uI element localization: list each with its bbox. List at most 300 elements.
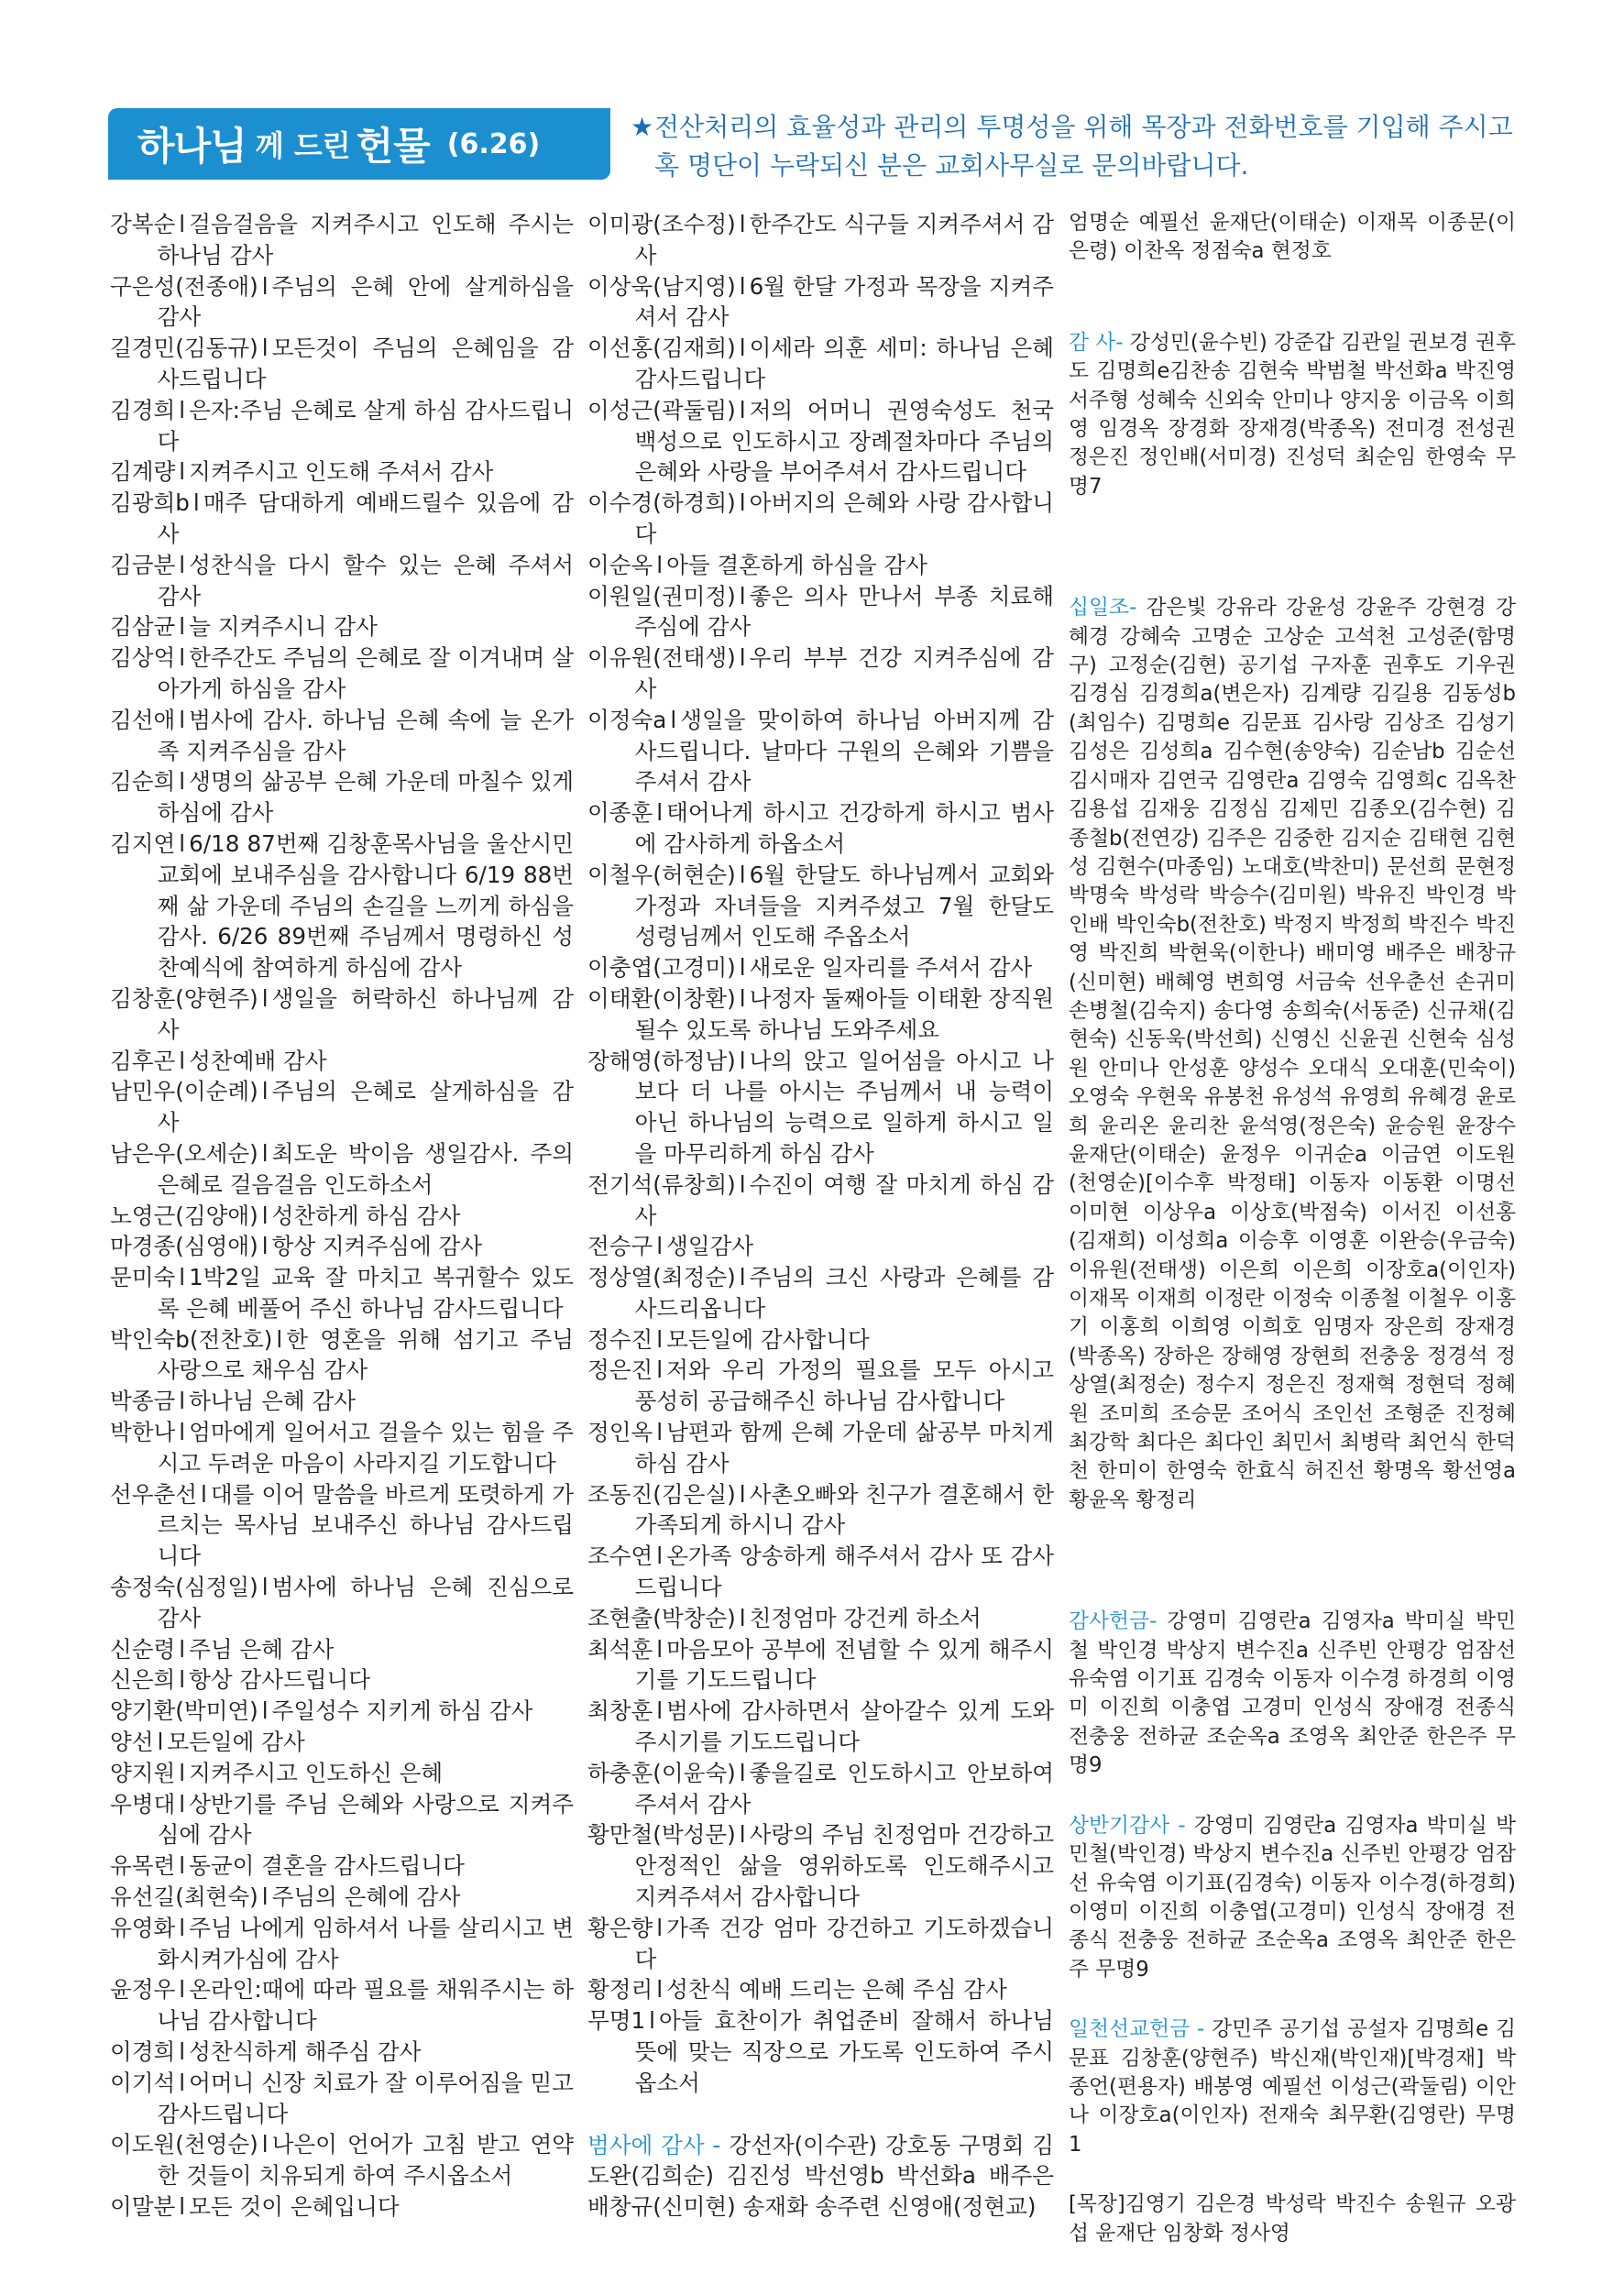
donation-note: 태어나게 하시고 건강하게 하시고 범사에 감사하게 하옵소서 xyxy=(634,799,1054,857)
donor-name: 황은향 xyxy=(587,1914,653,1941)
list-item xyxy=(587,952,1054,983)
donation-note: 좋을길로 인도하시고 안보하여 주셔서 감사 xyxy=(634,1759,1054,1817)
list-item xyxy=(587,1355,1054,1417)
list-item xyxy=(587,860,1054,952)
donation-note: 성찬식하게 해주심 감사 xyxy=(189,2038,422,2066)
list-item xyxy=(587,1758,1054,1820)
list-item xyxy=(587,1046,1054,1169)
donation-note: 모든일에 감사 xyxy=(167,1729,305,1756)
separator: l xyxy=(261,335,269,362)
list-item xyxy=(110,1974,574,2037)
list-item xyxy=(110,705,574,767)
donation-note: 하나님 은혜 감사 xyxy=(189,1388,357,1415)
donor-name: 최창훈 xyxy=(587,1697,653,1725)
donation-note: 주님 은혜 감사 xyxy=(189,1635,335,1663)
donor-name: 정인옥 xyxy=(587,1419,653,1446)
donor-name: 길경민(김동규) xyxy=(110,335,258,362)
donation-note: 좋은 의사 만나서 부종 치료해 주심에 감사 xyxy=(634,582,1054,641)
separator: l xyxy=(261,1202,269,1229)
separator: l xyxy=(179,706,186,733)
separator: l xyxy=(739,1821,746,1849)
separator: l xyxy=(261,1078,269,1105)
donor-name: 우병대 xyxy=(110,1790,176,1817)
list-item xyxy=(110,1850,574,1882)
separator: l xyxy=(739,644,746,672)
list-item xyxy=(110,1262,574,1324)
donor-name: 박인숙b(전찬호) xyxy=(110,1325,273,1353)
donation-note: 나의 앉고 일어섬을 아시고 나보다 더 나를 아시는 주님께서 내 능력이 아닌 하나님의 능력으로 일하게 하시고 일을 마무리하게 하심 감사 xyxy=(634,1047,1054,1167)
donation-note: 남편과 함께 은혜 가운데 삶공부 마치게 하심 감사 xyxy=(634,1419,1054,1477)
donation-note: 사랑의 주님 친정엄마 건강하고 안정적인 삶을 영위하도록 인도해주시고 지켜주셔서 감사합니다 xyxy=(634,1821,1054,1911)
list-item xyxy=(110,333,574,395)
donor-name: 박한나 xyxy=(110,1419,176,1446)
donation-note: 성찬식 예배 드리는 은혜 주심 감사 xyxy=(666,1976,1007,2004)
list-item xyxy=(587,1262,1054,1324)
donor-name: 황만철(박성문) xyxy=(587,1821,736,1849)
group-names: [목장]김영기 김은경 박성락 박진수 송원규 오광섭 윤재단 임창화 정사영 xyxy=(1069,2192,1516,2246)
donor-name: 윤정우 xyxy=(110,1976,176,2004)
donation-note: 걸음걸음을 지켜주시고 인도해 주시는 하나님 감사 xyxy=(157,211,574,269)
donor-name: 이유원(전태생) xyxy=(587,644,736,672)
list-item xyxy=(587,642,1054,705)
list-item xyxy=(110,1076,574,1138)
list-item xyxy=(587,983,1054,1046)
donor-name: 전승구 xyxy=(587,1233,653,1260)
list-item xyxy=(110,1758,574,1789)
list-item xyxy=(110,209,574,271)
donation-note: 주님의 은혜 안에 살게하심을 감사 xyxy=(157,272,574,331)
donation-note: 저와 우리 가정의 필요를 모두 아시고 풍성히 공급해주신 하나님 감사합니다 xyxy=(634,1356,1054,1415)
donor-group-lead: 엄명순 예필선 윤재단(이태순) 이재목 이종문(이은령) 이찬옥 정점숙a 현정호 xyxy=(1069,211,1516,264)
header-title-date: (6.26) xyxy=(446,127,541,160)
donation-note: 한 영혼을 위해 섬기고 주님 사랑으로 채우심 감사 xyxy=(157,1325,574,1384)
donation-note: 아들 결혼하게 하심을 감사 xyxy=(666,551,927,578)
column-3 xyxy=(1069,209,1516,2248)
donor-name: 무명1 xyxy=(587,2007,646,2035)
donor-name: 김경희 xyxy=(110,396,176,423)
list-item xyxy=(110,829,574,983)
separator: l xyxy=(656,1543,664,1570)
list-item xyxy=(587,1696,1054,1758)
group-names: 감은빛 강유라 강윤성 강윤주 강현경 강혜경 강혜숙 고명순 고상순 고석천 고성준(함명구) 고정순(김현) 공기섭 구자훈 권후도 기우권 김경심 김경희a(변은자) 김계량 김길용 김동성b(최임수) 김명희e 김문표 김사랑 김상조 김성기 김성은 김성희a 김수현(송양숙) 김순남b 김순선 김시매자 김연국 김영란a 김영숙 김영희c 김옥찬 김용섭 김재웅 김정심 김제민 김종오(김수현) 김종철b(전연강) 김주은 김중한 김지순 김태현 김현성 김현수(마종임) 노대호(박찬미) 문선희 문현정 박명숙 박성락 박승수(김미원) 박유진 박인경 박인배 박인숙b(전찬호) 박정지 박정희 박진수 박진영 박진희 박현욱(이한나) 배미영 배주은 배창규(신미현) 배혜영 변희영 서금숙 선우춘선 손귀미 손병철(김숙지) 송다영 송희숙(서동준) 신규채(김현숙) 신동욱(박선희) 신영신 신윤권 신현숙 심성원 안미나 안성훈 양성수 오대식 오대훈(민숙이) 오영숙 우현욱 유봉천 유성석 유영희 유혜경 윤로희 윤리온 윤리찬 윤석영(정은숙) 윤승원 윤장수 윤재단(이태순) 윤정우 이귀순a 이금연 이도원(천영순)[이수후 박정태] 이동자 이동환 이명선 이미현 이상우a 이상호(박점숙) 이서진 이선홍(김재희) 이성희a 이승후 이영훈 이완승(우금숙) 이유원(전태생) 이은희 이은희 이장호a(이인자) 이재목 이재희 이정란 이정숙 이종철 이철우 이홍기 이홍희 이희영 이희호 임명자 장은희 장재경(박종옥) 장하은 장해영 장현희 전충웅 정경석 정상열(최정순) 정수지 정은진 정재혁 정현덕 정혜원 조미희 조승문 조어식 조인선 조형준 진정혜 최강학 최다은 최다인 최민서 최병락 최언식 한덕천 한미이 한영숙 한효식 허진선 황명옥 황선영a 황윤옥 황정리 xyxy=(1069,596,1516,1512)
donation-note: 친정엄마 강건케 하소서 xyxy=(749,1604,982,1631)
column-2 xyxy=(587,209,1054,2223)
donation-note: 모든일에 감사합니다 xyxy=(666,1325,870,1353)
list-item xyxy=(587,1479,1054,1542)
donation-note: 생일을 허락하신 하나님께 감사 xyxy=(157,984,574,1043)
separator: l xyxy=(739,489,746,517)
separator: l xyxy=(261,272,269,300)
donation-note: 한주간도 주님의 은혜로 잘 이겨내며 살아가게 하심을 감사 xyxy=(157,644,574,702)
donation-note: 최도운 박이음 생일감사. 주의 은혜로 걸음걸음 인도하소서 xyxy=(157,1139,574,1198)
donation-note: 주님의 크신 사랑과 은혜를 감사드리옵니다 xyxy=(634,1264,1054,1322)
donor-name: 김선애 xyxy=(110,706,176,733)
spacer xyxy=(587,2099,1054,2130)
list-item xyxy=(110,1201,574,1232)
list-item xyxy=(110,1386,574,1417)
spacer xyxy=(1069,1781,1516,1812)
separator: l xyxy=(261,1139,269,1167)
donation-note: 성찬예배 감사 xyxy=(189,1047,327,1074)
donation-note: 성찬식을 다시 할수 있는 은혜 주셔서 감사 xyxy=(157,551,574,609)
list-item xyxy=(587,1974,1054,2005)
donation-note: 6월 한달도 하나님께서 교회와 가정과 자녀들을 지켜주셨고 7월 한달도 성령님께서 인도해 주옵소서 xyxy=(634,861,1054,950)
separator: l xyxy=(192,489,200,517)
list-item xyxy=(110,1479,574,1572)
separator: l xyxy=(656,1914,664,1941)
donor-group xyxy=(1069,1812,1516,1984)
donation-note: 나정자 둘째아들 이태환 장직원 될수 있도록 하나님 도와주세요 xyxy=(634,984,1054,1043)
list-item xyxy=(110,983,574,1046)
donor-name: 황정리 xyxy=(587,1976,653,2004)
donor-name: 조현출(박창순) xyxy=(587,1604,736,1631)
donor-name: 박종금 xyxy=(110,1388,176,1415)
separator: l xyxy=(179,211,186,237)
donation-note: 가족 건강 엄마 강건하고 기도하겠습니다 xyxy=(634,1914,1054,1972)
separator: l xyxy=(656,551,664,578)
donation-note: 이세라 의훈 세미: 하나님 은혜 감사드립니다 xyxy=(634,335,1054,392)
donation-note: 주님 나에게 임하셔서 나를 살리시고 변화시켜가심에 감사 xyxy=(157,1914,574,1972)
separator: l xyxy=(179,396,186,423)
group-names: 강영미 김영란a 김영자a 박미실 박민철 박인경 박상지 변수진a 신주빈 안평강 엄잠선 유숙염 이기표 김경숙 이동자 이수경 하경희 이영미 이진희 이충엽 고경미 인성식 장애경 전종식 전충웅 전하균 조순옥a 조영옥 최안준 한은주 무명9 xyxy=(1069,1609,1517,1778)
separator: l xyxy=(179,2069,186,2096)
list-item xyxy=(110,1913,574,1975)
donation-note: 생일감사 xyxy=(666,1233,754,1260)
donation-note: 주일성수 지키게 하심 감사 xyxy=(271,1697,533,1725)
list-item xyxy=(110,1417,574,1479)
group-names: 강선자(이수관) 강호동 구명회 김도완(김희순) 김진성 박선영b 박선화a 배주은 배창규(신미현) 송재화 송주련 신영애(정현교) xyxy=(587,2131,1054,2221)
separator: l xyxy=(656,1233,664,1260)
separator: l xyxy=(179,1852,186,1880)
donation-note: 1박2일 교육 잘 마치고 복귀할수 있도록 은혜 베풀어 주신 하나님 감사드립니다 xyxy=(157,1264,574,1322)
donor-name: 이순옥 xyxy=(587,551,653,578)
separator: l xyxy=(157,1729,164,1756)
separator: l xyxy=(179,551,186,578)
star-icon: ★ xyxy=(631,112,654,142)
list-item xyxy=(110,1664,574,1696)
donation-note: 6월 한달 가정과 목장을 지켜주셔서 감사 xyxy=(634,272,1054,331)
donation-note: 늘 지켜주시니 감사 xyxy=(189,613,378,641)
donation-note: 상반기를 주님 은혜와 사랑으로 지켜주심에 감사 xyxy=(157,1790,574,1849)
list-item xyxy=(587,1231,1054,1262)
donation-note: 저의 어머니 권영숙성도 천국 백성으로 인도하시고 장례절차마다 주님의 은혜와 사랑을 부어주셔서 감사드립니다 xyxy=(634,396,1054,486)
donation-note: 매주 담대하게 예배드릴수 있음에 감사 xyxy=(157,489,574,547)
donor-name: 정수진 xyxy=(587,1325,653,1353)
donor-name: 조수연 xyxy=(587,1543,653,1570)
donor-name: 이수경(하경희) xyxy=(587,489,736,517)
separator: l xyxy=(261,1574,269,1601)
donor-name: 양기환(박미연) xyxy=(110,1697,258,1725)
separator: l xyxy=(656,1419,664,1446)
separator: l xyxy=(179,1388,186,1415)
list-item xyxy=(587,705,1054,797)
separator: l xyxy=(739,272,746,300)
separator: l xyxy=(276,1325,283,1353)
donor-name: 하충훈(이윤숙) xyxy=(587,1759,736,1786)
group-names: 강영미 김영란a 김영자a 박미실 박민철(박인경) 박상지 변수진a 신주빈 안평강 엄잠선 유숙염 이기표(김경숙) 이동자 이수경(하경희) 이영미 이진희 이충엽(고경미) 인성식 장애경 전종식 전충웅 전하균 조순옥a 조영옥 최안준 한은주 무명9 xyxy=(1069,1813,1516,1982)
donation-note: 범사에 감사. 하나님 은혜 속에 늘 온가족 지켜주심을 감사 xyxy=(157,706,574,764)
list-item xyxy=(587,271,1054,334)
group-names: 강민주 공기섭 공설자 김명희e 김문표 김창훈(양현주) 박신재(박인재)[박경재] 박종언(편용자) 배봉영 예필선 이성근(곽둘림) 이안나 이장호a(이인자) 전재숙 최무환(김영란) 무명1 xyxy=(1069,2017,1516,2157)
list-item xyxy=(587,1169,1054,1232)
separator: l xyxy=(179,458,186,486)
separator: l xyxy=(656,1356,664,1384)
donor-name: 김상억 xyxy=(110,644,176,672)
list-item xyxy=(110,456,574,488)
group-label: 십일조- xyxy=(1069,596,1137,620)
list-item xyxy=(110,642,574,705)
donation-note: 새로운 일자리를 주셔서 감사 xyxy=(749,954,1033,982)
list-item xyxy=(110,2191,574,2223)
separator: l xyxy=(261,1233,269,1260)
donation-note: 범사에 하나님 은혜 진심으로 감사 xyxy=(157,1574,574,1631)
donation-note: 성찬하게 하심 감사 xyxy=(271,1202,461,1229)
list-item xyxy=(110,1324,574,1387)
separator: l xyxy=(656,1635,664,1663)
donation-note: 모든것이 주님의 은혜임을 감사드립니다 xyxy=(157,335,574,392)
separator: l xyxy=(739,396,746,423)
donor-name: 전기석(류창희) xyxy=(587,1170,736,1198)
spacer xyxy=(1069,2159,1516,2191)
donor-name: 문미숙 xyxy=(110,1264,176,1291)
donation-note: 대를 이어 말씀을 바르게 또렷하게 가르치는 목사님 보내주신 하나님 감사드립니다 xyxy=(157,1480,574,1570)
spacer xyxy=(1069,501,1516,594)
list-item xyxy=(110,1727,574,1758)
list-item xyxy=(110,2068,574,2130)
list-item xyxy=(587,1541,1054,1603)
donor-name: 조동진(김은실) xyxy=(587,1480,736,1508)
donation-note: 온가족 앙송하게 해주셔서 감사 또 감사드립니다 xyxy=(634,1543,1054,1601)
spacer xyxy=(1069,1515,1516,1608)
separator: l xyxy=(179,1759,186,1786)
separator: l xyxy=(656,1325,664,1353)
donation-note: 주님의 은혜로 살게하심을 감사 xyxy=(157,1078,574,1136)
donor-name: 이상욱(남지영) xyxy=(587,272,736,300)
donor-group xyxy=(1069,329,1516,501)
donor-name: 정은진 xyxy=(587,1356,653,1384)
donation-note: 사촌오빠와 친구가 결혼해서 한 가족되게 하시니 감사 xyxy=(634,1480,1054,1539)
donor-name: 이정숙a xyxy=(587,706,667,733)
spacer xyxy=(1069,267,1516,329)
separator: l xyxy=(656,1697,664,1725)
list-item xyxy=(587,395,1054,488)
donor-group xyxy=(587,2130,1054,2223)
separator: l xyxy=(739,1759,746,1786)
separator: l xyxy=(739,1604,746,1631)
group-label: 감 사- xyxy=(1069,330,1124,355)
list-item xyxy=(587,581,1054,643)
spacer xyxy=(1069,1984,1516,2015)
donation-note: 생명의 삶공부 은혜 가운데 마칠수 있게 하심에 감사 xyxy=(157,768,574,827)
donor-name: 김계량 xyxy=(110,458,176,486)
separator: l xyxy=(179,2193,186,2220)
header-badge xyxy=(108,108,610,180)
donor-name: 이충엽(고경미) xyxy=(587,954,736,982)
donation-note: 6/18 87번째 김창훈목사님을 울산시민교회에 보내주심을 감사합니다 6/19 88번째 삶 가운데 주님의 손길을 느끼게 하심을 감사. 6/26 89번째 주님께서 명령하신 성찬예식에 참여하게 하심에 감사 xyxy=(157,829,574,982)
separator: l xyxy=(179,1047,186,1074)
list-item xyxy=(110,1046,574,1077)
list-item xyxy=(110,1572,574,1634)
separator: l xyxy=(179,1790,186,1817)
list-item xyxy=(587,550,1054,581)
header-notice-text: 전산처리의 효율성과 관리의 투명성을 위해 목장과 전화번호를 기입해 주시고 혹 명단이 누락되신 분은 교회사무실로 문의바랍니다. xyxy=(654,112,1513,181)
list-item xyxy=(110,395,574,457)
separator: l xyxy=(179,1666,186,1694)
donation-note: 아들 효찬이가 취업준비 잘해서 하나님 뜻에 맞는 직장으로 가도록 인도하여 주시옵소서 xyxy=(634,2007,1054,2096)
donation-note: 아버지의 은혜와 사랑 감사합니다 xyxy=(634,489,1054,547)
donation-note: 온라인:때에 따라 필요를 채워주시는 하나님 감사합니다 xyxy=(157,1976,574,2035)
list-item xyxy=(110,766,574,829)
donor-name: 이원일(권미정) xyxy=(587,582,736,609)
separator: l xyxy=(179,829,186,857)
donation-note: 범사에 감사하면서 살아갈수 있게 도와주시기를 기도드립니다 xyxy=(634,1697,1054,1756)
separator: l xyxy=(179,1419,186,1446)
separator: l xyxy=(739,1047,746,1074)
donation-note: 한주간도 식구들 지켜주셔서 감사 xyxy=(634,211,1054,269)
separator: l xyxy=(261,2131,269,2158)
donor-name: 선우춘선 xyxy=(110,1480,198,1508)
donation-note: 모든 것이 은혜입니다 xyxy=(189,2193,400,2220)
column-1 xyxy=(110,209,574,2223)
donor-name: 김창훈(양현주) xyxy=(110,984,258,1012)
separator: l xyxy=(739,1170,746,1198)
list-item xyxy=(587,2005,1054,2098)
separator: l xyxy=(179,644,186,672)
list-item xyxy=(587,797,1054,860)
separator: l xyxy=(179,613,186,641)
separator: l xyxy=(179,1635,186,1663)
header-notice xyxy=(631,108,1534,185)
separator: l xyxy=(649,2007,656,2035)
group-label: 상반기감사 - xyxy=(1069,1813,1186,1838)
list-item xyxy=(110,1231,574,1262)
donation-note: 어머니 신장 치료가 잘 이루어짐을 믿고 감사드립니다 xyxy=(157,2069,574,2127)
separator: l xyxy=(739,582,746,609)
donation-note: 나은이 언어가 고침 받고 연약한 것들이 치유되게 하여 주시옵소서 xyxy=(157,2131,574,2190)
donor-name: 양지원 xyxy=(110,1759,176,1786)
donor-group xyxy=(1069,594,1516,1515)
donor-name: 장해영(하정남) xyxy=(587,1047,736,1074)
list-item xyxy=(587,1634,1054,1697)
list-item xyxy=(110,611,574,642)
separator: l xyxy=(739,1264,746,1291)
list-item xyxy=(587,1417,1054,1479)
list-item xyxy=(587,488,1054,550)
list-item xyxy=(110,2037,574,2068)
donation-note: 지켜주시고 인도하신 은혜 xyxy=(189,1759,444,1786)
donor-name: 정상열(최정순) xyxy=(587,1264,736,1291)
separator: l xyxy=(179,1914,186,1941)
list-item xyxy=(587,1913,1054,1975)
donor-name: 유선길(최현숙) xyxy=(110,1883,258,1911)
separator: l xyxy=(261,1883,269,1911)
donor-name: 김지연 xyxy=(110,829,176,857)
donor-name: 유영화 xyxy=(110,1914,176,1941)
donation-note: 은자:주님 은혜로 살게 하심 감사드립니다 xyxy=(157,396,574,455)
header-title-main: 하나님 xyxy=(137,124,247,169)
separator: l xyxy=(739,954,746,982)
donation-note: 지켜주시고 인도해 주셔서 감사 xyxy=(189,458,494,486)
list-item xyxy=(110,1696,574,1727)
donor-name: 양선 xyxy=(110,1729,154,1756)
separator: l xyxy=(739,1480,746,1508)
donor-group xyxy=(1069,2191,1516,2248)
donor-name: 이경희 xyxy=(110,2038,176,2066)
list-item xyxy=(110,488,574,550)
donor-name: 유목련 xyxy=(110,1852,176,1880)
list-item xyxy=(587,209,1054,271)
separator: l xyxy=(739,211,746,237)
list-item xyxy=(587,333,1054,395)
list-item xyxy=(587,1819,1054,1912)
donor-name: 강복순 xyxy=(110,211,176,237)
group-names: 강성민(윤수빈) 강준갑 김관일 권보경 권후도 김명희e김찬송 김현숙 박범철 박선화a 박진영 서주형 성혜숙 신외숙 안미나 양지웅 이금옥 이희영 임경옥 장경화 장재경(박종옥) 전미경 전성권 정은진 정인배(서미경) 진성덕 최순임 한영숙 무명7 xyxy=(1069,330,1516,499)
donor-name: 이성근(곽둘림) xyxy=(587,396,736,423)
separator: l xyxy=(656,799,664,827)
donor-name: 구은성(전종애) xyxy=(110,272,258,300)
separator: l xyxy=(179,1976,186,2004)
separator: l xyxy=(670,706,677,733)
donation-note: 생일을 맞이하여 하나님 아버지께 감사드립니다. 날마다 구원의 은혜와 기쁨을 주셔서 감사 xyxy=(634,706,1054,796)
donor-name: 이미광(조수정) xyxy=(587,211,736,237)
donor-name: 이말분 xyxy=(110,2193,176,2220)
donor-name: 김삼균 xyxy=(110,613,176,641)
donor-name: 이태환(이창환) xyxy=(587,984,736,1012)
separator: l xyxy=(201,1480,207,1508)
separator: l xyxy=(739,335,746,362)
list-item xyxy=(587,1324,1054,1356)
separator: l xyxy=(739,861,746,888)
donation-note: 마음모아 공부에 전념할 수 있게 해주시기를 기도드립니다 xyxy=(634,1635,1054,1694)
header-title-word: 헌물 xyxy=(356,124,431,169)
donor-group xyxy=(1069,1608,1516,1780)
donor-name: 노영근(김양애) xyxy=(110,1202,258,1229)
list-item xyxy=(110,1789,574,1851)
list-item xyxy=(110,1882,574,1913)
list-item xyxy=(110,1138,574,1201)
group-label: 일천선교헌금 - xyxy=(1069,2017,1205,2042)
donor-name: 김순희 xyxy=(110,768,176,796)
donor-name: 이도원(천영순) xyxy=(110,2131,258,2158)
separator: l xyxy=(261,984,269,1012)
separator: l xyxy=(179,768,186,796)
donation-note: 우리 부부 건강 지켜주심에 감사 xyxy=(634,644,1054,702)
donation-note: 엄마에게 일어서고 걸을수 있는 힘을 주시고 두려운 마음이 사라지길 기도합니다 xyxy=(157,1419,574,1477)
separator: l xyxy=(656,1976,664,2004)
header-title-small: 께 드린 xyxy=(255,128,351,163)
donor-name: 이선홍(김재희) xyxy=(587,335,736,362)
donor-name: 마경종(심영애) xyxy=(110,1233,258,1260)
separator: l xyxy=(739,984,746,1012)
donation-note: 수진이 여행 잘 마치게 하심 감사 xyxy=(634,1170,1054,1229)
donor-name: 신은희 xyxy=(110,1666,176,1694)
separator: l xyxy=(179,1264,186,1291)
separator: l xyxy=(179,2038,186,2066)
donor-name: 김광희b xyxy=(110,489,190,517)
donation-note: 주님의 은혜에 감사 xyxy=(271,1883,461,1911)
separator: l xyxy=(261,1697,269,1725)
list-item xyxy=(110,1634,574,1665)
donation-note: 동균이 결혼을 감사드립니다 xyxy=(189,1852,465,1880)
donor-name: 남은우(오세순) xyxy=(110,1139,258,1167)
donor-name: 송정숙(심정일) xyxy=(110,1574,258,1601)
donor-name: 최석훈 xyxy=(587,1635,653,1663)
group-label: 범사에 감사 - xyxy=(587,2131,721,2158)
donation-note: 항상 감사드립니다 xyxy=(189,1666,371,1694)
donation-note: 항상 지켜주심에 감사 xyxy=(271,1233,483,1260)
list-item xyxy=(110,550,574,612)
donor-name: 김후곤 xyxy=(110,1047,176,1074)
